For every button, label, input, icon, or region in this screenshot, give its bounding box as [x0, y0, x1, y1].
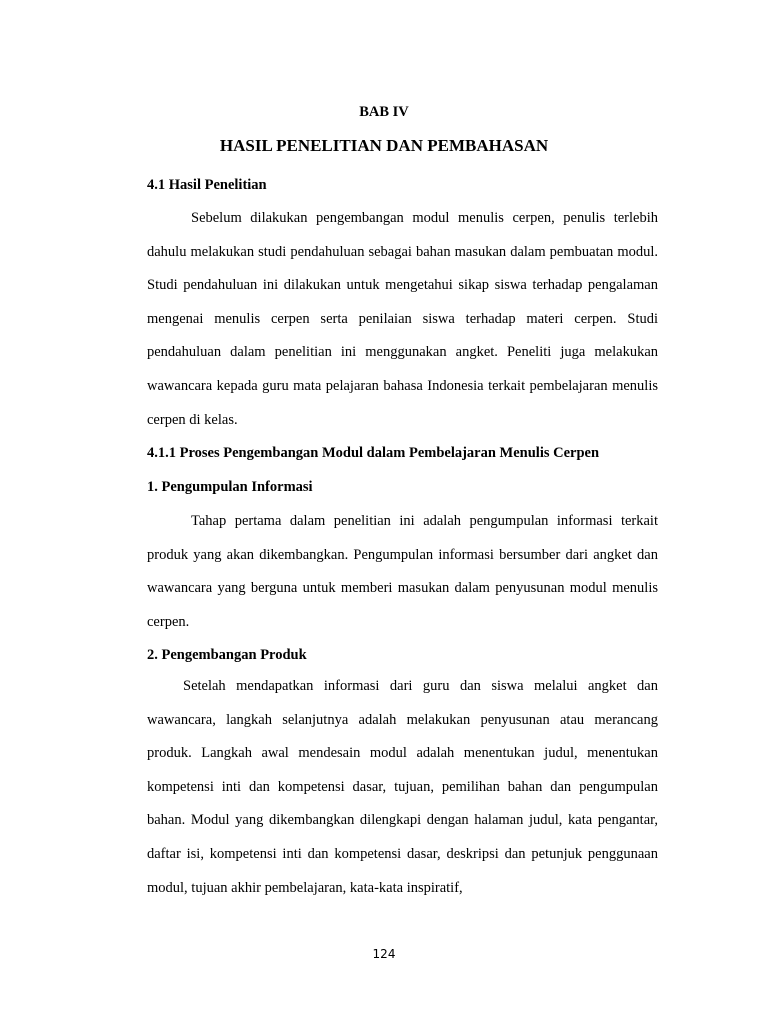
paragraph-hasil-penelitian: Sebelum dilakukan pengembangan modul menulis cerpen, penulis terlebih dahulu melakukan studi pendahuluan sebagai bahan masukan dalam pembuatan modul. Studi pendahuluan ini dilakukan untuk mengetahui sikap siswa terhadap pengalaman mengenai menulis cerpen serta penilaian siswa terhadap materi cerpen. Studi pendahuluan dalam penelitian ini menggunakan angket. Peneliti juga melakukan wawancara kepada guru mata pelajaran bahasa Indonesia terkait pembelajaran menulis cerpen di kelas. [147, 210, 658, 428]
chapter-title: HASIL PENELITIAN DAN PEMBAHASAN [219, 136, 549, 155]
section-heading-4-1: 4.1 Hasil Penelitian [147, 177, 267, 193]
chapter-label: BAB IV [359, 104, 409, 120]
paragraph-pengumpulan-informasi: Tahap pertama dalam penelitian ini adalah pengumpulan informasi terkait produk yang akan dikembangkan. Pengumpulan informasi bersumber dari angket dan wawancara yang berguna untuk memberi masukan dalam penyusunan modul menulis cerpen. [147, 513, 658, 630]
step-heading-pengembangan-produk: 2. Pengembangan Produk [147, 647, 307, 663]
paragraph-pengembangan-produk: Setelah mendapatkan informasi dari guru dan siswa melalui angket dan wawancara, langkah selanjutnya adalah melakukan penyusunan atau merancang produk. Langkah awal mendesain modul adalah menentukan judul, menentukan kompetensi inti dan kompetensi dasar, tujuan, pemilihan bahan dan pengumpulan bahan. Modul yang dikembangkan dilengkapi dengan halaman judul, kata pengantar, daftar isi, kompetensi inti dan kompetensi dasar, deskripsi dan petunjuk penggunaan modul, tujuan akhir pembelajaran, kata-kata inspiratif, [147, 678, 658, 896]
page-number: 124 [372, 947, 396, 961]
step-heading-pengumpulan-informasi: 1. Pengumpulan Informasi [147, 479, 313, 495]
section-heading-4-1-1: 4.1.1 Proses Pengembangan Modul dalam Pembelajaran Menulis Cerpen [147, 445, 600, 461]
